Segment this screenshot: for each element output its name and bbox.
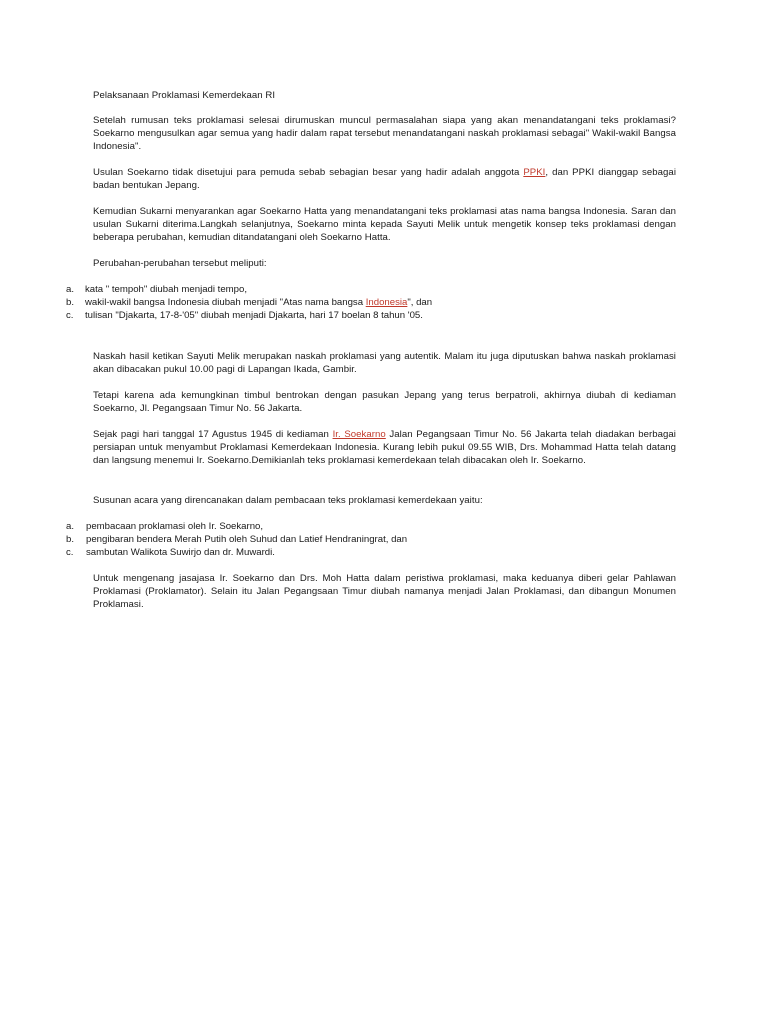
- paragraph-2-text-after: , dan PPKI dianggap sebagai badan bentukan Jepang.: [93, 167, 676, 191]
- list-marker: b.: [66, 534, 75, 545]
- list-marker: b.: [66, 297, 75, 308]
- list-item-text-before: wakil-wakil bangsa Indonesia diubah menjadi "Atas nama bangsa: [85, 297, 366, 308]
- list-marker: c.: [66, 547, 74, 558]
- list-item-text: tulisan "Djakarta, 17-8-'05" diubah menjadi Djakarta, hari 17 boelan 8 tahun '05.: [85, 310, 423, 321]
- list-item: [66, 533, 686, 546]
- list-item-text: pembacaan proklamasi oleh Ir. Soekarno,: [86, 521, 264, 532]
- agenda-list: [66, 520, 686, 559]
- document-title: Pelaksanaan Proklamasi Kemerdekaan RI: [93, 90, 276, 101]
- paragraph-7-text-after: Jalan Pegangsaan Timur No. 56 Jakarta telah diadakan berbagai persiapan untuk menyambut Proklamasi Kemerdekaan Indonesia. Kurang lebih pukul 09.55 WIB, Drs. Mohammad Hatta telah datang dan langsung menemui Ir. Soekarno.Demikianlah teks proklamasi kemerdekaan telah dibacakan oleh Ir. Soekarno.: [93, 429, 676, 466]
- list-marker: a.: [66, 284, 75, 295]
- list-item: [66, 309, 686, 322]
- list-item: [66, 296, 686, 309]
- paragraph-9: Untuk mengenang jasajasa Ir. Soekarno dan Drs. Moh Hatta dalam peristiwa proklamasi, maka keduanya diberi gelar Pahlawan Proklamasi (Proklamator). Selain itu Jalan Pegangsaan Timur diubah namanya menjadi Jalan Proklamasi, dan dibangun Monumen Proklamasi.: [93, 573, 676, 610]
- changes-list: [66, 283, 686, 322]
- ppki-link[interactable]: PPKI: [523, 167, 546, 178]
- paragraph-6: Tetapi karena ada kemungkinan timbul bentrokan dengan pasukan Jepang yang terus berpatroli, akhirnya diubah di kediaman Soekarno, Jl. Pegangsaan Timur No. 56 Jakarta.: [93, 390, 676, 414]
- paragraph-3: Kemudian Sukarni menyarankan agar Soekarno Hatta yang menandatangani teks proklamasi atas nama bangsa Indonesia. Saran dan usulan Sukarni diterima.Langkah selanjutnya, Soekarno minta kepada Sayuti Melik untuk mengetik konsep teks proklamasi dengan beberapa perubahan, kemudian ditandatangani oleh Soekarno Hatta.: [93, 206, 676, 243]
- list-item: [66, 520, 686, 533]
- paragraph-7-text-before: Sejak pagi hari tanggal 17 Agustus 1945 di kediaman: [93, 429, 333, 440]
- paragraph-2: [93, 166, 676, 192]
- list-item-text: kata " tempoh" diubah menjadi tempo,: [85, 284, 248, 295]
- paragraph-4: Perubahan-perubahan tersebut meliputi:: [93, 258, 267, 269]
- paragraph-1: Setelah rumusan teks proklamasi selesai dirumuskan muncul permasalahan siapa yang akan menandatangani teks proklamasi? Soekarno mengusulkan agar semua yang hadir dalam rapat tersebut menandatangani naskah proklamasi sebagai" Wakil-wakil Bangsa Indonesia".: [93, 115, 676, 152]
- paragraph-2-text-before: Usulan Soekarno tidak disetujui para pemuda sebab sebagian besar yang hadir adalah anggota: [93, 167, 524, 178]
- ir-soekarno-link[interactable]: Ir. Soekarno: [332, 429, 386, 440]
- list-item-text: [85, 296, 432, 309]
- list-item-text: sambutan Walikota Suwirjo dan dr. Muwardi.: [86, 547, 275, 558]
- paragraph-7: [93, 428, 676, 467]
- list-item: [66, 546, 686, 559]
- list-marker: a.: [66, 521, 75, 532]
- list-item-text: pengibaran bendera Merah Putih oleh Suhud dan Latief Hendraningrat, dan: [86, 534, 408, 545]
- list-marker: c.: [66, 310, 74, 321]
- list-item: [66, 283, 686, 296]
- indonesia-link[interactable]: Indonesia: [365, 297, 408, 308]
- paragraph-8: Susunan acara yang direncanakan dalam pembacaan teks proklamasi kemerdekaan yaitu:: [93, 495, 483, 506]
- paragraph-5: Naskah hasil ketikan Sayuti Melik merupakan naskah proklamasi yang autentik. Malam itu juga diputuskan bahwa naskah proklamasi akan dibacakan pukul 10.00 pagi di Lapangan Ikada, Gambir.: [93, 351, 676, 375]
- list-item-text-after: ", dan: [407, 297, 433, 308]
